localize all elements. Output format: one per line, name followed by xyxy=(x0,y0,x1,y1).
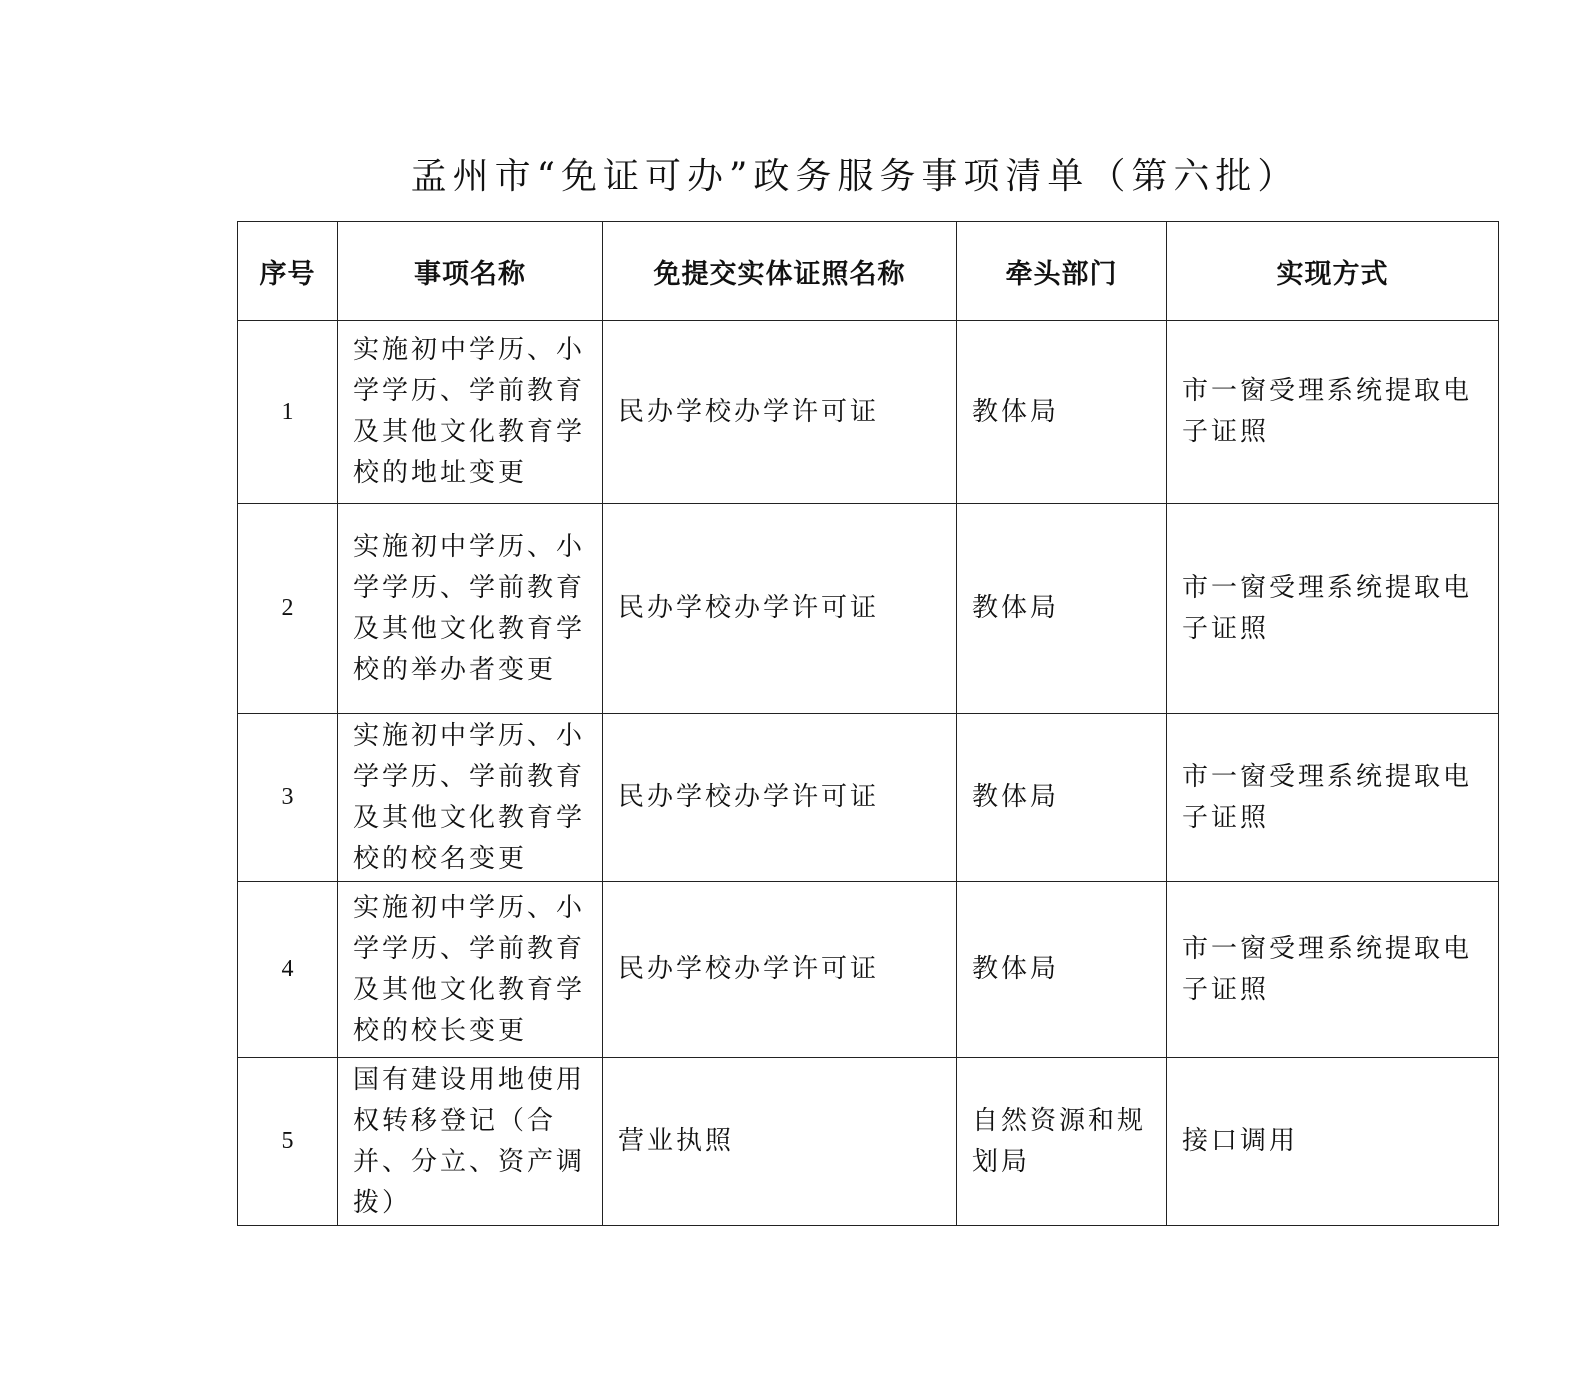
row-department: 教体局 xyxy=(957,882,1167,1058)
row-certificate: 营业执照 xyxy=(603,1058,957,1226)
table-header-row xyxy=(238,222,1499,321)
header-index: 序号 xyxy=(238,222,338,321)
header-method: 实现方式 xyxy=(1167,222,1499,321)
row-department: 教体局 xyxy=(957,321,1167,504)
table-row xyxy=(238,504,1499,714)
header-department: 牵头部门 xyxy=(957,222,1167,321)
row-method: 市一窗受理系统提取电子证照 xyxy=(1167,504,1499,714)
row-department: 教体局 xyxy=(957,504,1167,714)
row-item-name: 实施初中学历、小学学历、学前教育及其他文化教育学校的校名变更 xyxy=(338,714,603,882)
row-item-name: 实施初中学历、小学学历、学前教育及其他文化教育学校的举办者变更 xyxy=(338,504,603,714)
row-certificate: 民办学校办学许可证 xyxy=(603,882,957,1058)
row-method: 接口调用 xyxy=(1167,1058,1499,1226)
row-index: 2 xyxy=(238,504,338,714)
row-certificate: 民办学校办学许可证 xyxy=(603,714,957,882)
row-item-name: 国有建设用地使用权转移登记（合并、分立、资产调拨） xyxy=(338,1058,603,1226)
service-items-table xyxy=(237,221,1499,1226)
row-item-name: 实施初中学历、小学学历、学前教育及其他文化教育学校的地址变更 xyxy=(338,321,603,504)
row-method: 市一窗受理系统提取电子证照 xyxy=(1167,321,1499,504)
row-department: 教体局 xyxy=(957,714,1167,882)
row-certificate: 民办学校办学许可证 xyxy=(603,504,957,714)
row-index: 4 xyxy=(238,882,338,1058)
row-index: 3 xyxy=(238,714,338,882)
page-title: 孟州市“免证可办”政务服务事项清单（第六批） xyxy=(410,156,1300,197)
row-method: 市一窗受理系统提取电子证照 xyxy=(1167,714,1499,882)
row-certificate: 民办学校办学许可证 xyxy=(603,321,957,504)
table-row xyxy=(238,714,1499,882)
row-item-name: 实施初中学历、小学学历、学前教育及其他文化教育学校的校长变更 xyxy=(338,882,603,1058)
header-certificate: 免提交实体证照名称 xyxy=(603,222,957,321)
header-item-name: 事项名称 xyxy=(338,222,603,321)
table-row xyxy=(238,321,1499,504)
row-department: 自然资源和规划局 xyxy=(957,1058,1167,1226)
row-index: 5 xyxy=(238,1058,338,1226)
table-row xyxy=(238,882,1499,1058)
table-row xyxy=(238,1058,1499,1226)
row-method: 市一窗受理系统提取电子证照 xyxy=(1167,882,1499,1058)
row-index: 1 xyxy=(238,321,338,504)
